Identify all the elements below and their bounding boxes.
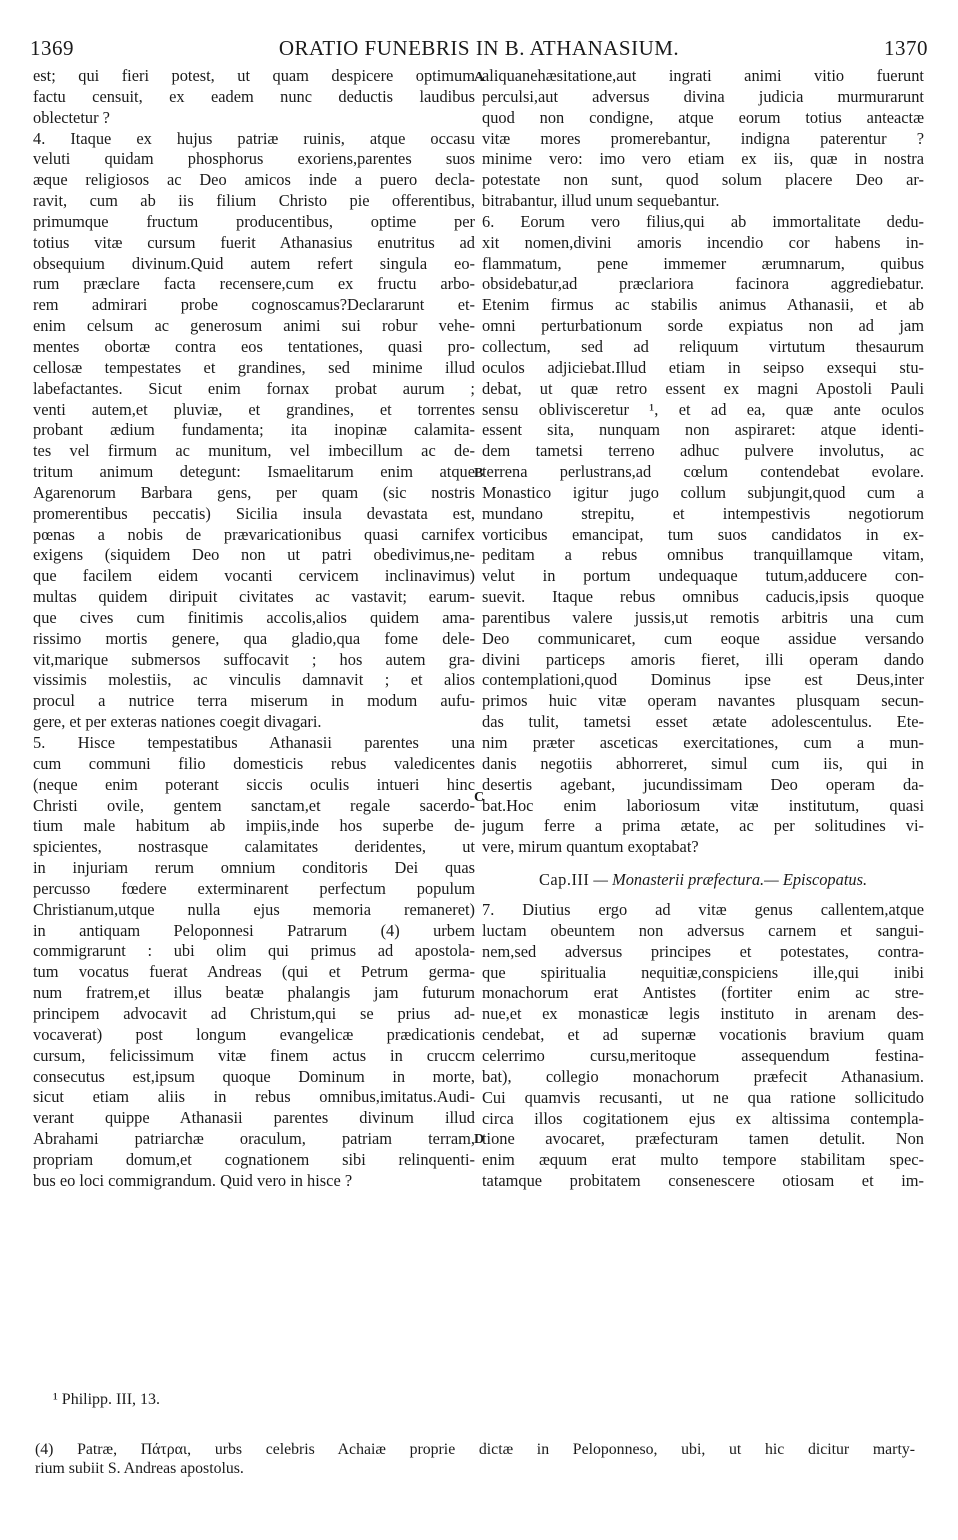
right-column [482,66,924,1192]
text-line: vitæ mores promerebantur, indigna paterentur ? [482,128,924,148]
text-line: vit,marique submersos suffocavit ; hos autem gra- [33,649,475,669]
running-title: ORATIO FUNEBRIS IN B. ATHANASIUM. [278,36,680,60]
text-line: obsidebatur,ad præclariora facinora aggrediebatur. [482,274,924,294]
text-line: flammatum, pene immemer ærumnarum, quibus [482,253,924,273]
text-line: pœnas a nobis de prævaricationibus quasi carnifex [33,524,475,544]
text-line: gere, et per exteras nationes coegit divagari. [33,712,322,732]
left-column [33,66,475,1192]
text-line: rem admirari probe cognoscamus?Declararunt et- [33,295,475,315]
text-line: sicut etiam aliis in rebus omnibus,imitatus.Audi- [33,1087,475,1107]
text-line: peditam a rebus omnibus tranquillamque vitam, [482,545,924,565]
text-line: 4. Itaque ex hujus patriæ ruinis, atque occasu [33,128,475,148]
text-line: divini particeps amoris fieret, illi operam dando [482,649,924,669]
text-line: que facilem eidem vocanti cervicem inclinavimus) [33,566,475,586]
text-line: rissimo mortis genere, qua gladio,qua fome dele- [33,628,475,648]
text-line: vere, mirum quantum exoptabat? [482,837,699,857]
text-line: omni perturbationum sorde expiatus non ad jam [482,316,924,336]
text-line: Christianum,utque nulla ejus memoria remaneret) [33,899,475,919]
text-line: minime vero: imo vero etiam ex iis, quæ in nostra [482,149,924,169]
text-line: Christi ovile, gentem sanctam,et regale sacerdo- [33,795,475,815]
text-line: Agarenorum Barbara gens, per quam (sic nostris [33,482,475,502]
text-line: perculsi,aut adversus divina judicia murmurarunt [482,86,924,106]
text-line: multas quidem diripuit civitates ac vastavit; earum- [33,587,475,607]
text-line: commigrarunt : ubi olim qui primus ad apostola- [33,941,475,961]
text-line: contemplationi,quod Dominus ipse est Deus,inter [482,670,924,690]
chapter-label: Cap.III [538,870,590,890]
right-column-part-b [482,900,924,1192]
text-line: mundano strepitu, et intempestivis negotiorum [482,503,924,523]
text-line: probant ædium fundamenta; ita inopinæ calamita- [33,420,475,440]
text-line: velut in portum undequaque tutum,adducere con- [482,566,924,586]
margin-letter-d: D [474,1132,485,1147]
text-line: oblectetur ? [33,107,110,127]
footnote-4-line-2: rium subiit S. Andreas apostolus. [35,1460,244,1477]
text-line: debat, ut quæ retro essent ex magni Apostoli Pauli [482,378,924,398]
text-line: potestate non sunt, quod solum placere Deo ar- [482,170,924,190]
text-line: sensu oblivisceretur ¹, et ad ea, quæ ante oculos [482,399,924,419]
text-line: circa illos cogitationem ejus ex altissima contempla- [482,1108,924,1128]
text-line: Abrahami patriarchæ oraculum, patriam terram, [33,1129,475,1149]
text-line: ravit, cum ab iis filium Christo pie offerentibus, [33,191,475,211]
footnote-4 [35,1440,915,1478]
text-line: nim præter asceticas exercitationes, cum a mun- [482,733,924,752]
text-line: luctam obeuntem non adversus carnem et sangui- [482,920,924,940]
text-line: Cui quamvis recusanti, ut ne qua ratione sollicitudo [482,1087,924,1107]
text-line: totius vitæ cursum fuerit Athanasius enutritus ad [33,232,475,252]
text-line: in injuriam rerum omnium conditoris Dei quas [33,858,475,878]
text-line: æque religiosos ac Deo amicos inde a puero decla- [33,170,475,190]
text-line: venti autem,et pluviæ, et grandines, et torrentes [33,399,475,419]
text-line: quod non condigne, atque eorum totius anteactæ [482,107,924,127]
text-line: danis negotiis abhorreret, simul cum iis, qui in [482,753,924,773]
text-line: vissimis molestiis, ac vinculis damnavit ; et alios [33,670,475,690]
text-line: cursum, felicissimum vitæ finem actus in cruccm [33,1045,475,1065]
text-line: tione avocaret, præfecturam tamen detulit. Non [482,1129,924,1149]
text-line: 5. Hisce tempestatibus Athanasii parentes una [33,733,475,752]
text-line: tatamque probitatem consenescere otiosam et im- [482,1171,924,1191]
text-line: 7. Diutius ergo ad vitæ genus callentem,atque [482,900,924,920]
text-line: nue,et ex monasticæ legis instituto in arenam des- [482,1004,924,1024]
text-line: vocaverat) post longum evangelicæ prædicationis [33,1024,475,1044]
text-line: 6. Eorum vero filius,qui ab immortalitate dedu- [482,211,924,231]
text-line: Monastico igitur jugo collum subjungit,quod cum a [482,482,924,502]
text-line: das tulit, tametsi esset ætate adolescentulus. Ete- [482,712,924,732]
text-line: collectum, sed ad reliquum virtutum thesaurum [482,336,924,356]
text-line: bitrabantur, illud unum sequebantur. [482,191,720,211]
text-line: in antiquam Peloponnesi Patrarum (4) urbem [33,920,475,940]
text-line: procul a nutrice terra miserum in modum aufu- [33,691,475,711]
text-line: obsequium divinum.Quid autem refert singula eo- [33,253,475,273]
text-line: bat.Hoc enim laboriosum vitæ institutum, quasi [482,795,924,815]
text-line: spicientes, nostrasque calamitates deridentes, ut [33,837,475,857]
text-line: que spiritualia nequitiæ,conspiciens ille,qui inibi [482,962,924,982]
text-line: terrena perlustrans,ad cœlum contendebat evolare. [482,462,924,482]
page-header [30,36,928,64]
text-line: consecutus est,ipsum quoque Dominum in morte, [33,1066,475,1086]
text-line: exigens (siquidem Deo non ut patri obedivimus,ne- [33,545,475,565]
text-line: parentibus valere jussis,ut remotis arbitris una cum [482,607,924,627]
text-line: aliquanehæsitatione,aut ingrati animi vitio fuerunt [482,66,924,85]
text-line: enim celsum ac generosum animi sui robur vehe- [33,316,475,336]
text-line: tes vel firmum ac munitum, vel imbecillum ac de- [33,441,475,461]
text-line: rum præclare facta recensere,cum ex fructu arbo- [33,274,475,294]
text-line: tritum animum detegunt: Ismaelitarum enim atque [33,462,475,482]
text-line: cum communi filio domesticis rebus valedicentes [33,753,475,773]
text-line: bat), collegio monachorum præfecit Athanasium. [482,1066,924,1086]
text-line: primumque fructum producentibus, optime per [33,211,475,231]
text-line: que cives cum finitimis accolis,alios quidem ama- [33,607,475,627]
text-line: Etenim firmus ac stabilis animus Athanasii, et ab [482,295,924,315]
footnote-1: ¹ Philipp. III, 13. [53,1391,161,1408]
text-line: promerentibus peccatis) Sicilia insula devastata est, [33,503,475,523]
text-line: tium male habitum ab impiis,inde hos superbe de- [33,816,475,836]
chapter-title: — Monasterii præfectura.— Episcopatus. [589,870,868,890]
text-line: jugum ferre a prima ætate, ac per solitudines vi- [482,816,924,836]
text-line: cellosæ tempestates et grandines, sed minime illud [33,357,475,377]
page-number-right: 1370 [884,36,928,60]
text-line: vorticibus emancipat, tum suos candidatos in ex- [482,524,924,544]
text-line: cendebat, et ad supernæ vocationis bravium quam [482,1025,924,1045]
text-line: verant quippe Athanasii parentes divinum illud [33,1108,475,1128]
text-line: veluti quidam phosphorus exoriens,parentes suos [33,149,475,169]
text-line: dem tametsi terreno adhuc pulvere involutus, ac [482,441,924,461]
margin-letter-b: B [474,466,484,481]
text-line: primos huic vitæ operam navantes plusquam secun- [482,691,924,711]
text-line: monachorum erat Antistes (fortiter enim ac stre- [482,983,924,1003]
text-line: celerrimo cursu,meritoque assequendum festina- [482,1045,924,1065]
text-line: bus eo loci commigrandum. Quid vero in hisce ? [33,1170,353,1190]
page-number-left: 1369 [30,36,74,60]
text-line: propriam domum,et cognationem sibi relinquenti- [33,1149,475,1169]
margin-letter-a: A [474,70,485,85]
margin-letter-c: C [474,790,485,805]
text-line: suevit. Itaque rebus omnibus caducis,ipsis quoque [482,587,924,607]
text-line: tum vocatus fuerat Andreas (qui et Petrum germa- [33,962,475,982]
text-line: Deo communicaret, cum eoque assidue versando [482,628,924,648]
text-line: labefactantes. Sicut enim fornax probat aurum ; [33,378,475,398]
text-line: enim æquum erat multo tempore stabilitam spec- [482,1150,924,1170]
text-line: oculos adjiciebat.Illud etiam in seipso exsequi stu- [482,357,924,377]
text-line: percusso fœdere exterminarent perfectum populum [33,878,475,898]
chapter-heading [482,868,924,892]
text-line: desertis agebant, jucundissimam Deo operam da- [482,774,924,794]
text-line: mentes obortæ contra eos tentationes, quasi pro- [33,336,475,356]
footnote-4-line-1: (4) Patræ, Πάτραι, urbs celebris Achaiæ proprie dictæ in Peloponneso, ubi, ut hic dicitur marty- [35,1441,915,1458]
text-line: essent sita, nunquam non aspiraret: atque identi- [482,420,924,440]
right-column-part-a [482,66,924,858]
text-line: factu censuit, ex eadem nunc deductis laudibus [33,86,475,106]
text-line: (neque enim poterant siccis oculis intueri hinc [33,774,475,794]
text-line: nem,sed adversus principes et potestates, contra- [482,941,924,961]
text-line: xit nomen,divini amoris incendio cor habens in- [482,232,924,252]
text-line: num fratrem,et illus beatæ phalangis jam futurum [33,983,475,1003]
text-line: principem advocavit ad Christum,qui se prius ad- [33,1003,475,1023]
text-line: est; qui fieri potest, ut quam despicere optimum [33,66,475,85]
